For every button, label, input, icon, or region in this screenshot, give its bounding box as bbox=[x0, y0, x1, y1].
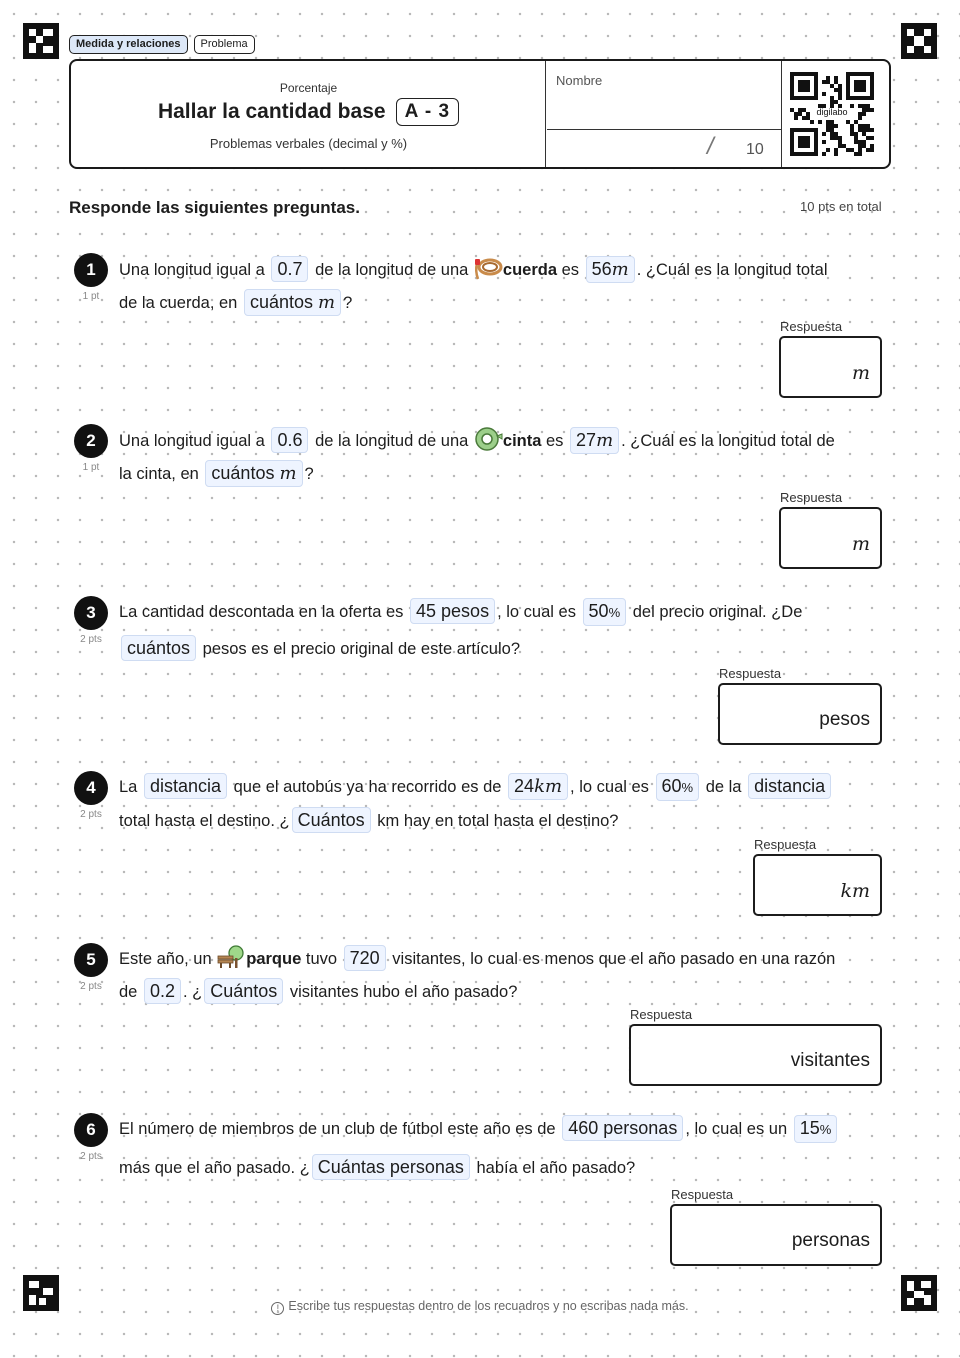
unit: m bbox=[318, 292, 336, 313]
tag-type: Problema bbox=[194, 35, 255, 54]
unit: % bbox=[608, 605, 621, 620]
value: 45 bbox=[415, 601, 437, 621]
highlight-value bbox=[794, 1115, 838, 1143]
text: más que el año pasado. ¿ bbox=[119, 1159, 310, 1177]
keyword: parque bbox=[246, 950, 302, 968]
info-icon: ! bbox=[271, 1302, 284, 1315]
text: tuvo bbox=[305, 950, 338, 968]
question-3-line-2 bbox=[119, 635, 520, 661]
question-6-line-1 bbox=[119, 1115, 839, 1143]
question-number: 5 bbox=[74, 943, 108, 977]
highlight-value: 720 bbox=[344, 945, 386, 971]
worksheet-header bbox=[69, 59, 891, 169]
highlight-value bbox=[586, 256, 635, 283]
text: de la cuerda, en bbox=[119, 294, 238, 312]
highlight-value: 0.2 bbox=[144, 978, 181, 1004]
header-subtitle: Porcentaje bbox=[279, 81, 338, 95]
answer-label: Respuesta bbox=[719, 666, 782, 681]
answer-label: Respuesta bbox=[630, 1007, 693, 1022]
question-points: 2 pts bbox=[80, 634, 102, 645]
answer-box[interactable] bbox=[718, 683, 882, 745]
text: Una longitud igual a bbox=[119, 261, 265, 279]
highlight-value bbox=[244, 289, 341, 316]
highlight-value: 0.6 bbox=[271, 427, 308, 453]
highlight-value: distancia bbox=[144, 773, 227, 799]
unit: m bbox=[611, 259, 629, 280]
answer-label: Respuesta bbox=[671, 1187, 734, 1202]
unit: m bbox=[596, 430, 614, 451]
answer-unit: visitantes bbox=[790, 1050, 870, 1071]
text: El número de miembros de un club de fútbol este año es de bbox=[119, 1120, 556, 1138]
value: 460 bbox=[568, 1118, 599, 1138]
text: la cinta, en bbox=[119, 465, 199, 483]
rope-icon bbox=[473, 255, 503, 281]
answer-unit: m bbox=[851, 362, 870, 384]
qr-label: digilabo bbox=[816, 107, 848, 117]
instructions: Responde las siguientes preguntas. bbox=[69, 198, 360, 217]
answer-label: Respuesta bbox=[780, 319, 843, 334]
value: 60 bbox=[661, 776, 682, 796]
highlight-value bbox=[562, 1115, 683, 1141]
text: pesos es el precio original de este artículo? bbox=[202, 640, 520, 658]
unit: km bbox=[534, 776, 563, 797]
text: La cantidad descontada en la oferta es bbox=[119, 603, 404, 621]
text: La bbox=[119, 778, 138, 796]
answer-unit: m bbox=[851, 533, 870, 555]
question-points: 1 pt bbox=[82, 291, 100, 302]
answer-unit: km bbox=[840, 880, 870, 902]
keyword: cinta bbox=[502, 432, 542, 450]
text: que el autobús ya ha recorrido es de bbox=[233, 778, 502, 796]
unit: m bbox=[279, 463, 297, 484]
text: de bbox=[119, 983, 138, 1001]
answer-box[interactable] bbox=[753, 854, 882, 916]
question-points: 2 pts bbox=[80, 1151, 102, 1162]
text: . ¿Cuál es la longitud total de bbox=[621, 432, 835, 450]
question-4-line-2 bbox=[119, 807, 618, 833]
question-number: 6 bbox=[74, 1113, 108, 1147]
footer-text: Escribe tus respuestas dentro de los recuadros y no escribas nada más. bbox=[288, 1299, 689, 1313]
score-total: 10 bbox=[746, 141, 764, 158]
highlight-value bbox=[508, 773, 568, 800]
text: de la bbox=[705, 778, 742, 796]
value: 24 bbox=[514, 776, 535, 796]
text: es bbox=[546, 432, 564, 450]
text: total hasta el destino. ¿ bbox=[119, 812, 290, 830]
value: 27 bbox=[576, 430, 597, 450]
highlight-value: distancia bbox=[748, 773, 831, 799]
highlight-value bbox=[410, 598, 495, 624]
corner-marker-top-right bbox=[901, 23, 937, 59]
highlight-value: Cuántos bbox=[292, 807, 371, 833]
text: , lo cual es bbox=[497, 603, 576, 621]
answer-label: Respuesta bbox=[780, 490, 843, 505]
text: km hay en total hasta el destino? bbox=[377, 812, 619, 830]
answer-unit: pesos bbox=[819, 709, 870, 730]
tape-icon bbox=[473, 426, 503, 452]
answer-unit: personas bbox=[791, 1230, 870, 1251]
question-3-line-1 bbox=[119, 598, 802, 626]
answer-box[interactable] bbox=[670, 1204, 882, 1266]
page-title: Hallar la cantidad base bbox=[157, 100, 386, 123]
question-1-line-1 bbox=[119, 255, 828, 283]
total-points: 10 pts en total bbox=[800, 199, 882, 214]
header-title-panel bbox=[71, 61, 546, 167]
text: de la longitud de una bbox=[315, 261, 469, 279]
park-icon bbox=[216, 944, 246, 970]
value: 50 bbox=[588, 601, 609, 621]
answer-box[interactable] bbox=[779, 336, 882, 398]
question-points: 2 pts bbox=[80, 809, 102, 820]
highlight-value bbox=[656, 773, 700, 801]
tag-group bbox=[69, 35, 255, 54]
qr-code-icon bbox=[785, 69, 879, 161]
text: . ¿ bbox=[182, 983, 203, 1001]
value: cuántos bbox=[249, 292, 313, 312]
question-5-line-2 bbox=[119, 978, 517, 1004]
header-description: Problemas verbales (decimal y %) bbox=[209, 136, 408, 151]
corner-marker-top-left bbox=[23, 23, 59, 59]
score-slash: / bbox=[707, 133, 714, 160]
unit: % bbox=[681, 780, 694, 795]
text: , lo cual es bbox=[570, 778, 649, 796]
text: visitantes hubo el año pasado? bbox=[289, 983, 518, 1001]
question-number: 1 bbox=[74, 253, 108, 287]
name-divider bbox=[547, 129, 782, 130]
question-4-line-1 bbox=[119, 773, 833, 801]
value: cuántos bbox=[211, 463, 275, 483]
highlight-value: Cuántos bbox=[204, 978, 283, 1004]
name-label: Nombre bbox=[556, 73, 603, 88]
question-points: 2 pts bbox=[80, 981, 102, 992]
question-6-line-2 bbox=[119, 1154, 635, 1180]
value: 15 bbox=[799, 1118, 820, 1138]
highlight-value bbox=[205, 460, 302, 487]
question-2-line-2 bbox=[119, 460, 314, 487]
answer-label: Respuesta bbox=[754, 837, 817, 852]
value: 56 bbox=[591, 259, 612, 279]
text: Una longitud igual a bbox=[119, 432, 265, 450]
text: ? bbox=[343, 294, 353, 312]
question-1-line-2 bbox=[119, 289, 352, 316]
unit: pesos bbox=[441, 601, 490, 621]
highlight-value: Cuántas personas bbox=[312, 1154, 470, 1180]
text: es bbox=[561, 261, 580, 279]
text: Este año, un bbox=[119, 950, 212, 968]
question-2-line-1 bbox=[119, 426, 835, 454]
footer-note bbox=[0, 1299, 960, 1315]
tag-category: Medida y relaciones bbox=[69, 35, 188, 54]
highlight-value bbox=[583, 598, 627, 626]
name-score-panel bbox=[547, 61, 782, 167]
question-5-line-1 bbox=[119, 944, 835, 971]
text: , lo cual es un bbox=[685, 1120, 788, 1138]
text: de la longitud de una bbox=[315, 432, 469, 450]
text: visitantes, lo cual es menos que el año pasado en una razón bbox=[392, 950, 836, 968]
text: . ¿Cuál es la longitud total bbox=[636, 261, 828, 279]
question-number: 2 bbox=[74, 424, 108, 458]
text: del precio original. ¿De bbox=[632, 603, 803, 621]
question-number: 3 bbox=[74, 596, 108, 630]
unit: % bbox=[819, 1122, 832, 1137]
question-points: 1 pt bbox=[82, 462, 100, 473]
answer-box[interactable] bbox=[629, 1024, 882, 1086]
unit: personas bbox=[603, 1118, 678, 1138]
text: ? bbox=[304, 465, 314, 483]
highlight-value bbox=[570, 427, 619, 454]
worksheet-code: A - 3 bbox=[396, 98, 459, 126]
question-number: 4 bbox=[74, 771, 108, 805]
highlight-value: cuántos bbox=[121, 635, 196, 661]
text: había el año pasado? bbox=[476, 1159, 636, 1177]
highlight-value: 0.7 bbox=[271, 256, 308, 282]
keyword: cuerda bbox=[502, 261, 557, 279]
answer-box[interactable] bbox=[779, 507, 882, 569]
